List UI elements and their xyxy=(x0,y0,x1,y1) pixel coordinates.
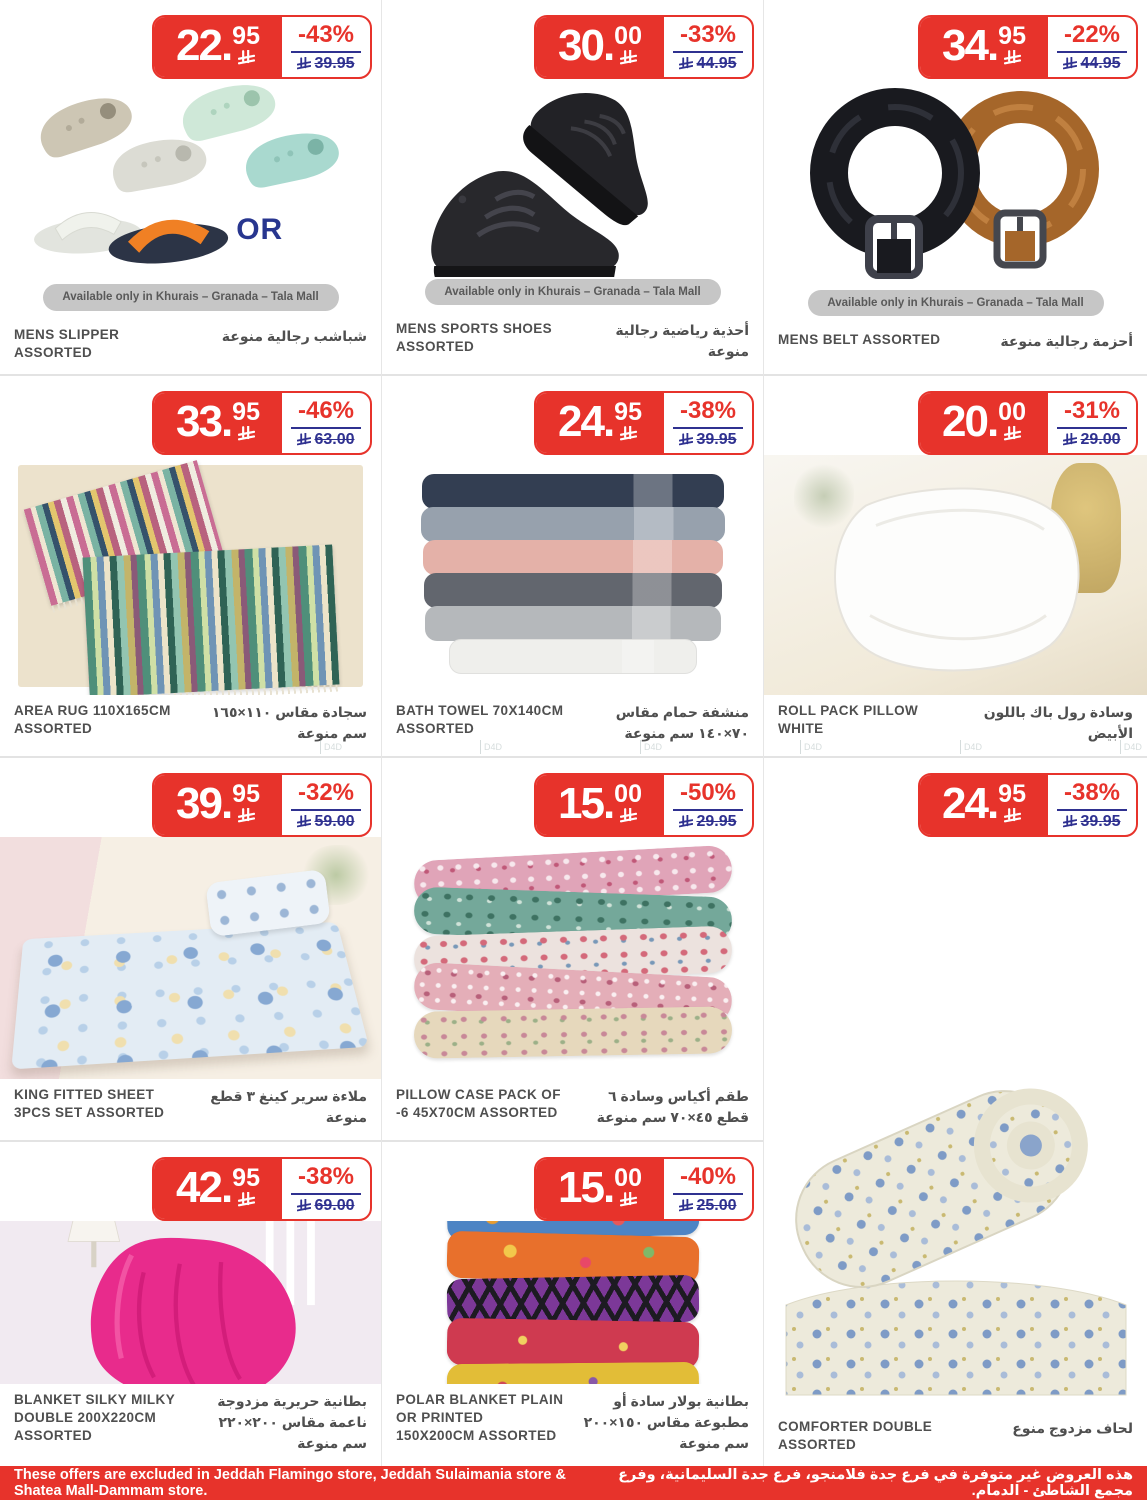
current-price: 20. xyxy=(942,397,998,446)
product-name-ar: وسادة رول باك باللون الأبيض xyxy=(983,704,1133,741)
current-price: 24. xyxy=(558,397,614,446)
old-price: 44.95 xyxy=(679,56,736,72)
sar-currency-icon xyxy=(297,1199,311,1212)
price-badge: 20. 00 -31% 29.00 xyxy=(918,391,1138,455)
sports-shoes-image xyxy=(382,79,763,277)
old-price: 63.00 xyxy=(297,432,354,448)
old-price: 69.00 xyxy=(297,1198,354,1214)
footer-note-en: These offers are excluded in Jeddah Flamingo store, Jeddah Sulaimania store & Shatea Mall-Dammam store. xyxy=(14,1467,566,1499)
divider xyxy=(673,809,743,811)
old-price: 39.95 xyxy=(1063,814,1120,830)
current-price: 15. xyxy=(558,1163,614,1212)
sar-currency-icon xyxy=(1063,433,1077,446)
price-badge: 30. 00 -33% 44.95 xyxy=(534,15,754,79)
product-name-en: ROLL PACK PILLOW WHITE xyxy=(778,703,919,737)
sar-currency-icon xyxy=(679,57,693,70)
discount-percent: -43% xyxy=(297,20,355,48)
price-badge: 15. 00 -50% 29.95 xyxy=(534,773,754,837)
divider xyxy=(673,1193,743,1195)
discount-percent: -32% xyxy=(297,778,355,806)
sar-currency-icon xyxy=(620,808,637,823)
old-price: 44.95 xyxy=(1063,56,1120,72)
sar-currency-icon xyxy=(1004,50,1021,65)
roll-pillow-image xyxy=(764,455,1147,695)
bath-towels-image xyxy=(382,455,763,695)
current-price: 39. xyxy=(176,779,232,828)
product-name-en: POLAR BLANKET PLAIN OR PRINTED 150X200CM ASSORTED xyxy=(396,1392,564,1444)
sar-currency-icon xyxy=(1004,426,1021,441)
discount-percent: -50% xyxy=(679,778,737,806)
sar-currency-icon xyxy=(620,426,637,441)
product-name-en: MENS SPORTS SHOES ASSORTED xyxy=(396,321,553,355)
product-name-en: BATH TOWEL 70X140CM ASSORTED xyxy=(396,703,564,737)
sar-currency-icon xyxy=(620,1192,637,1207)
fitted-sheet-image xyxy=(0,837,381,1079)
divider xyxy=(673,427,743,429)
old-price: 59.00 xyxy=(297,814,354,830)
product-tile-area-rug[interactable] xyxy=(0,376,382,758)
divider xyxy=(291,809,361,811)
product-name-ar: طقم أكياس وسادة ٦ قطع ٤٥×٧٠ سم منوعة xyxy=(596,1088,749,1125)
product-name-en: KING FITTED SHEET 3PCS SET ASSORTED xyxy=(14,1087,165,1121)
current-price: 22. xyxy=(176,21,232,70)
discount-percent: -33% xyxy=(679,20,737,48)
sar-currency-icon xyxy=(238,808,255,823)
divider xyxy=(1057,427,1127,429)
sar-currency-icon xyxy=(679,1199,693,1212)
product-tile-roll-pack-pillow[interactable] xyxy=(764,376,1147,758)
product-name-ar: شباشب رجالية منوعة xyxy=(221,327,367,344)
belts-image xyxy=(764,79,1147,288)
price-badge: 33. 95 -46% 63.00 xyxy=(152,391,372,455)
old-price: 29.95 xyxy=(679,814,736,830)
sar-currency-icon xyxy=(238,1192,255,1207)
current-price: 24. xyxy=(942,779,998,828)
sar-currency-icon xyxy=(620,50,637,65)
sar-currency-icon xyxy=(238,50,255,65)
product-tile-pillow-case-pack[interactable] xyxy=(382,758,764,1142)
divider xyxy=(291,1193,361,1195)
product-tile-mens-slipper[interactable] xyxy=(0,0,382,376)
product-tile-king-fitted-sheet[interactable] xyxy=(0,758,382,1142)
product-name-en: AREA RUG 110X165CM ASSORTED xyxy=(14,703,171,737)
product-name-ar: بطانية بولار سادة أو مطبوعة مقاس ١٥٠×٢٠٠ سم منوعة xyxy=(583,1393,749,1451)
discount-percent: -38% xyxy=(1063,778,1121,806)
footer-exclusion-bar xyxy=(0,1466,1147,1500)
sar-currency-icon xyxy=(1004,808,1021,823)
product-name-en: BLANKET SILKY MILKY DOUBLE 200X220CM ASSORTED xyxy=(14,1392,175,1444)
watermark: D4D D4D D4D D4D D4D D4D xyxy=(320,740,1142,754)
price-badge: 34. 95 -22% 44.95 xyxy=(918,15,1138,79)
discount-percent: -46% xyxy=(297,396,355,424)
divider xyxy=(291,427,361,429)
sar-currency-icon xyxy=(679,815,693,828)
discount-percent: -22% xyxy=(1063,20,1121,48)
old-price: 25.00 xyxy=(679,1198,736,1214)
product-name-en: MENS SLIPPER ASSORTED xyxy=(14,326,120,360)
product-name-ar: منشفة حمام مقاس ٧٠×١٤٠ سم منوعة xyxy=(615,704,749,741)
price-badge: 22. 95 -43% 39.95 xyxy=(152,15,372,79)
discount-percent: -38% xyxy=(679,396,737,424)
product-name-ar: أحذية رياضية رجالية منوعة xyxy=(615,322,749,359)
product-name-en: MENS BELT ASSORTED xyxy=(778,332,941,347)
availability-pill: Available only in Khurais – Granada – Tala Mall xyxy=(425,279,721,305)
discount-percent: -40% xyxy=(679,1162,737,1190)
product-name-ar: بطانية حريرية مزدوجة ناعمة مقاس ٢٠٠×٢٢٠ سم منوعة xyxy=(217,1393,367,1451)
sar-currency-icon xyxy=(297,433,311,446)
product-name-ar: لحاف مزدوج منوع xyxy=(1012,1419,1133,1436)
product-tile-blanket-silky[interactable] xyxy=(0,1142,382,1466)
current-price: 34. xyxy=(942,21,998,70)
current-price: 15. xyxy=(558,779,614,828)
price-badge: 39. 95 -32% 59.00 xyxy=(152,773,372,837)
comforter-image xyxy=(764,837,1147,1411)
area-rug-image xyxy=(0,455,381,695)
product-tile-comforter-double[interactable] xyxy=(764,758,1147,1466)
sar-currency-icon xyxy=(1063,57,1077,70)
sar-currency-icon xyxy=(679,433,693,446)
divider xyxy=(673,51,743,53)
product-tile-polar-blanket[interactable] xyxy=(382,1142,764,1466)
discount-percent: -31% xyxy=(1063,396,1121,424)
product-name-ar: أحزمة رجالية منوعة xyxy=(1000,333,1133,349)
product-tile-mens-sports-shoes[interactable] xyxy=(382,0,764,376)
polar-blankets-image xyxy=(382,1221,763,1384)
price-badge: 42. 95 -38% 69.00 xyxy=(152,1157,372,1221)
product-name-en: COMFORTER DOUBLE ASSORTED xyxy=(778,1418,933,1452)
discount-percent: -38% xyxy=(297,1162,355,1190)
divider xyxy=(1057,809,1127,811)
old-price: 39.95 xyxy=(679,432,736,448)
product-name-ar: سجادة مقاس ١١٠×١٦٥ سم منوعة xyxy=(211,704,367,741)
product-name-en: PILLOW CASE PACK OF -6 45X70CM ASSORTED xyxy=(396,1087,561,1121)
sar-currency-icon xyxy=(238,426,255,441)
pillow-cases-image xyxy=(382,837,763,1079)
old-price: 29.00 xyxy=(1063,432,1120,448)
sar-currency-icon xyxy=(1063,815,1077,828)
product-name-ar: ملاءة سرير كينغ ٣ قطع منوعة xyxy=(210,1088,367,1125)
current-price: 42. xyxy=(176,1163,232,1212)
price-badge: 15. 00 -40% 25.00 xyxy=(534,1157,754,1221)
divider xyxy=(1057,51,1127,53)
availability-pill: Available only in Khurais – Granada – Tala Mall xyxy=(808,290,1104,316)
silky-blanket-image xyxy=(0,1221,381,1384)
slippers-image xyxy=(0,79,381,282)
availability-pill: Available only in Khurais – Granada – Tala Mall xyxy=(43,284,339,310)
product-tile-bath-towel[interactable] xyxy=(382,376,764,758)
footer-note-ar: هذه العروض غير متوفرة في فرع جدة فلامنجو، فرع جدة السليمانية، وفرع مجمع الشاطئ - الدمام. xyxy=(618,1467,1133,1499)
sar-currency-icon xyxy=(297,815,311,828)
old-price: 39.95 xyxy=(297,56,354,72)
current-price: 30. xyxy=(558,21,614,70)
price-badge: 24. 95 -38% 39.95 xyxy=(918,773,1138,837)
divider xyxy=(291,51,361,53)
product-tile-mens-belt[interactable] xyxy=(764,0,1147,376)
sar-currency-icon xyxy=(297,57,311,70)
price-badge: 24. 95 -38% 39.95 xyxy=(534,391,754,455)
current-price: 33. xyxy=(176,397,232,446)
or-label: OR xyxy=(236,213,284,247)
